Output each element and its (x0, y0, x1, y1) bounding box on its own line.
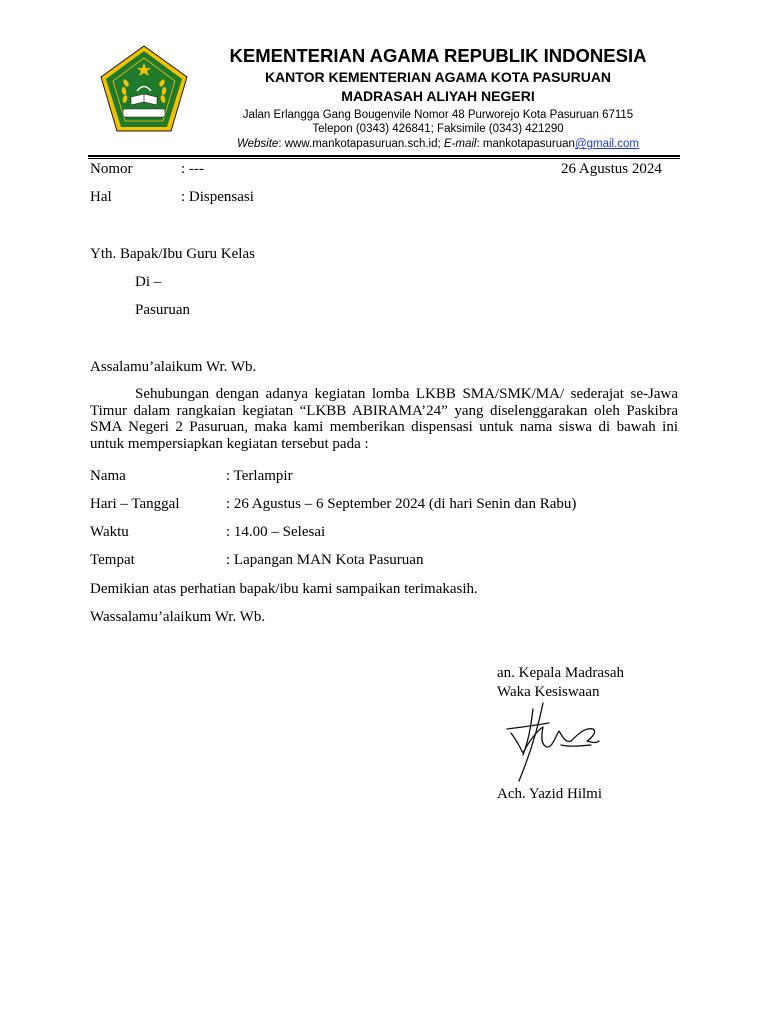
recipient-di: Di – (135, 274, 162, 290)
email-user: : mankotapasuruan (476, 138, 575, 150)
ministry-title: KEMENTERIAN AGAMA REPUBLIK INDONESIA (229, 45, 647, 66)
hal-label: Hal (90, 189, 112, 205)
detail-label: Nama (90, 468, 126, 484)
recipient-line: Yth. Bapak/Ibu Guru Kelas (90, 246, 255, 262)
letter-date: 26 Agustus 2024 (561, 161, 662, 177)
detail-value: : 14.00 – Selesai (226, 524, 326, 540)
closing-line: Demikian atas perhatian bapak/ibu kami sampaikan terimakasih. (90, 581, 478, 597)
website-value: : www.mankotapasuruan.sch.id; (278, 138, 444, 150)
kementerian-agama-seal-icon (99, 45, 189, 133)
signatory-name: Ach. Yazid Hilmi (497, 786, 602, 802)
greeting: Assalamu’alaikum Wr. Wb. (90, 359, 257, 375)
contact-line (180, 137, 696, 151)
body-paragraph: Sehubungan dengan adanya kegiatan lomba LKBB SMA/SMK/MA/ sederajat se-Jawa Timur dalam rangkaian kegiatan “LKBB ABIRAMA’24” yang diselenggarakan oleh Paskibra SMA Negeri 2 Pasuruan, maka kami memberikan dispensasi untuk nama siswa di bawah ini untuk mempersiapkan kegiatan tersebut pada : (90, 386, 678, 452)
nomor-label: Nomor (90, 161, 133, 177)
school-title: MADRASAH ALIYAH NEGERI (341, 88, 535, 104)
website-label: Website (236, 138, 279, 150)
recipient-city: Pasuruan (135, 302, 190, 318)
signatory-role: an. Kepala Madrasah (497, 665, 625, 681)
handwritten-signature-icon (503, 701, 603, 783)
office-title: KANTOR KEMENTERIAN AGAMA KOTA PASURUAN (264, 69, 612, 85)
farewell-line: Wassalamu’alaikum Wr. Wb. (90, 609, 266, 625)
nomor-value: : --- (181, 161, 204, 177)
phone-line: Telepon (0343) 426841; Faksimile (0343) 421290 (312, 123, 564, 135)
email-label: E-mail (443, 138, 477, 150)
signatory-position: Waka Kesiswaan (497, 684, 600, 700)
detail-label: Hari – Tanggal (90, 496, 180, 512)
header-rule-thin (88, 158, 680, 159)
detail-value: : Lapangan MAN Kota Pasuruan (226, 552, 424, 568)
detail-label: Tempat (90, 552, 135, 568)
email-link[interactable]: @gmail.com (574, 138, 640, 150)
detail-value: : Terlampir (226, 468, 293, 484)
header-rule-thick (88, 155, 680, 157)
detail-label: Waktu (90, 524, 129, 540)
address-line: Jalan Erlangga Gang Bougenvile Nomor 48 Purworejo Kota Pasuruan 67115 (242, 109, 634, 121)
hal-value: : Dispensasi (181, 189, 254, 205)
detail-value: : 26 Agustus – 6 September 2024 (di hari Senin dan Rabu) (226, 496, 577, 512)
